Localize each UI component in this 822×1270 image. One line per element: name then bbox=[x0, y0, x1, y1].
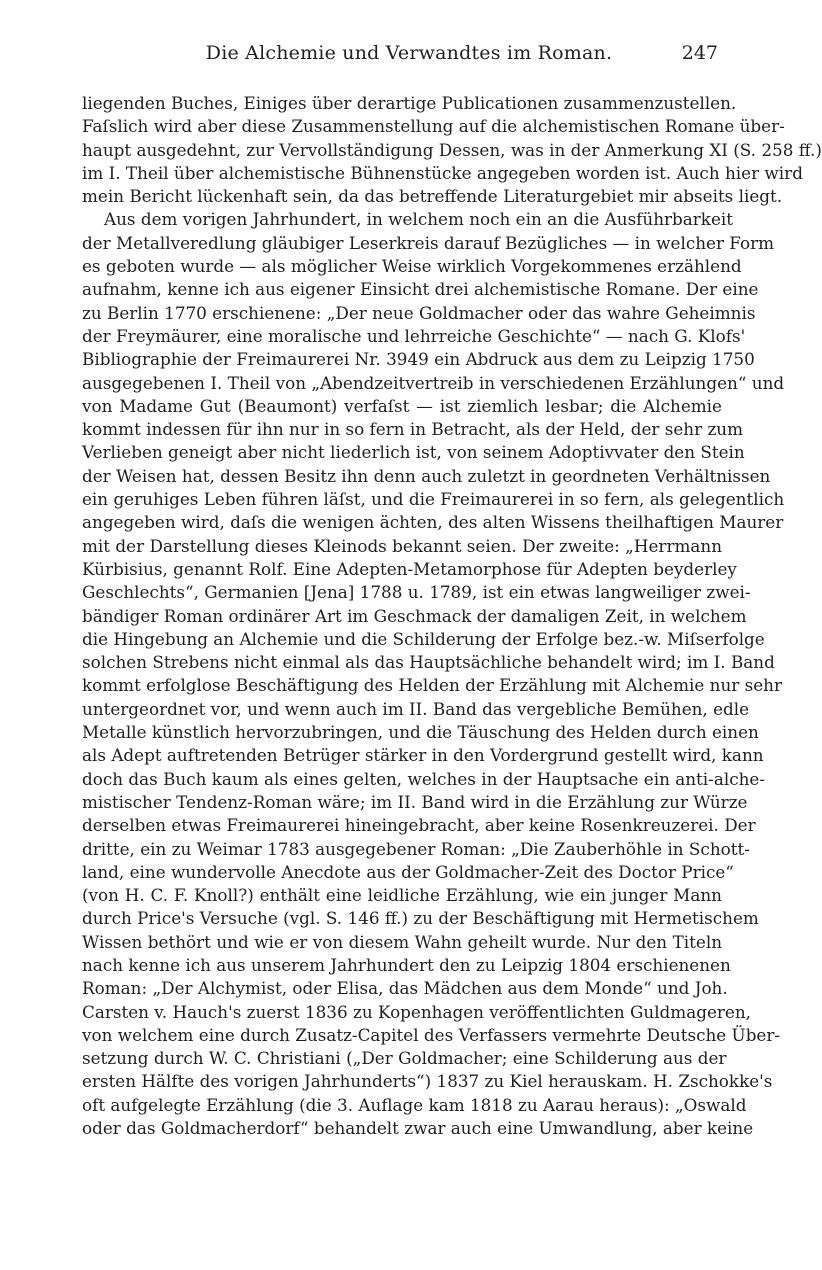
body-text bbox=[82, 92, 822, 1140]
text-line: Metalle künstlich hervorzubringen, und die Täuschung des Helden durch einen bbox=[82, 722, 759, 743]
text-line: doch das Buch kaum als eines gelten, welches in der Hauptsache ein anti-alche- bbox=[82, 768, 766, 789]
text-line: kommt indessen für ihn nur in so fern in Betracht, als der Held, der sehr zum bbox=[82, 419, 743, 440]
text-line: nach kenne ich aus unserem Jahrhundert den zu Leipzig 1804 erschienenen bbox=[82, 954, 731, 975]
text-line: es geboten wurde — als möglicher Weise wirklich Vorgekommenes erzählend bbox=[82, 256, 742, 277]
text-line: durch Price's Versuche (vgl. S. 146 ff.) zu der Beschäftigung mit Hermetischem bbox=[82, 908, 759, 929]
text-line: oft aufgelegte Erzählung (die 3. Auflage kam 1818 zu Aarau heraus): „Oswald bbox=[82, 1094, 747, 1115]
text-line: als Adept auftretenden Betrüger stärker in den Vordergrund gestellt wird, kann bbox=[82, 745, 764, 766]
text-line: liegenden Buches, Einiges über derartige Publicationen zusammenzustellen. bbox=[82, 93, 737, 113]
text-line: Geschlechts“, Germanien [Jena] 1788 u. 1789, ist ein etwas langweiliger zwei- bbox=[82, 582, 751, 603]
text-line: zu Berlin 1770 erschienene: „Der neue Goldmacher oder das wahre Geheimnis bbox=[82, 302, 756, 323]
text-line: mit der Darstellung dieses Kleinods bekannt seien. Der zweite: „Herrmann bbox=[82, 535, 722, 556]
text-line: Kürbisius, genannt Rolf. Eine Adepten-Metamorphose für Adepten beyderley bbox=[82, 558, 737, 579]
text-line: Verlieben geneigt aber nicht liederlich ist, von seinem Adoptivvater den Stein bbox=[82, 442, 745, 463]
text-line: ausgegebenen I. Theil von „Abendzeitvertreib in verschiedenen Erzählungen“ und bbox=[82, 372, 785, 393]
text-line: untergeordnet vor, und wenn auch im II. Band das vergebliche Bemühen, edle bbox=[82, 698, 750, 719]
text-line: derselben etwas Freimaurerei hineingebracht, aber keine Rosenkreuzerei. Der bbox=[82, 815, 756, 836]
text-line: mein Bericht lückenhaft sein, da das betreffende Literaturgebiet mir abseits liegt. bbox=[82, 186, 783, 207]
page-header bbox=[100, 42, 718, 72]
text-line: Wissen bethört und wie er von diesem Wahn geheilt wurde. Nur den Titeln bbox=[82, 931, 722, 952]
text-line: land, eine wundervolle Anecdote aus der Goldmacher-Zeit des Doctor Price“ bbox=[82, 861, 734, 882]
text-line: oder das Goldmacherdorf“ behandelt zwar auch eine Umwandlung, aber keine bbox=[82, 1118, 754, 1139]
text-line: angegeben wird, daſs die wenigen ächten, des alten Wissens theilhaftigen Maurer bbox=[82, 512, 784, 533]
text-line: dritte, ein zu Weimar 1783 ausgegebener Roman: „Die Zauberhöhle in Schott- bbox=[82, 838, 750, 859]
text-line: Carsten v. Hauch's zuerst 1836 zu Kopenhagen veröffentlichten Guldmageren, bbox=[82, 1001, 751, 1022]
text-line: der Freymäurer, eine moralische und lehrreiche Geschichte“ — nach G. Klofs' bbox=[82, 325, 746, 346]
text-line: von welchem eine durch Zusatz-Capitel des Verfassers vermehrte Deutsche Über- bbox=[82, 1024, 781, 1045]
text-line: Roman: „Der Alchymist, oder Elisa, das Mädchen aus dem Monde“ und Joh. bbox=[82, 978, 728, 999]
text-line: die Hingebung an Alchemie und die Schilderung der Erfolge bez.-w. Miſserfolge bbox=[82, 628, 765, 649]
text-line: haupt ausgedehnt, zur Vervollständigung Dessen, was in der Anmerkung XI (S. 258 ff.) bbox=[82, 139, 822, 160]
text-line: Faſslich wird aber diese Zusammenstellung auf die alchemistischen Romane über- bbox=[82, 116, 785, 137]
text-line: Bibliographie der Freimaurerei Nr. 3949 ein Abdruck aus dem zu Leipzig 1750 bbox=[82, 349, 755, 370]
running-head: Die Alchemie und Verwandtes im Roman. bbox=[205, 42, 613, 64]
text-line: bändiger Roman ordinärer Art im Geschmack der damaligen Zeit, in welchem bbox=[82, 605, 747, 626]
text-line: Aus dem vorigen Jahrhundert, in welchem noch ein an die Ausführbarkeit bbox=[104, 209, 734, 230]
text-line: kommt erfolglose Beschäftigung des Helden der Erzählung mit Alchemie nur sehr bbox=[82, 675, 782, 696]
text-line: solchen Strebens nicht einmal als das Hauptsächliche behandelt wird; im I. Band bbox=[82, 652, 775, 673]
text-line: der Weisen hat, dessen Besitz ihn denn auch zuletzt in geordneten Verhältnissen bbox=[82, 465, 771, 486]
text-line: von Madame Gut (Beaumont) verfaſst — ist ziemlich lesbar; die Alchemie bbox=[82, 395, 722, 416]
text-line: ersten Hälfte des vorigen Jahrhunderts“) 1837 zu Kiel herauskam. H. Zschokke's bbox=[82, 1071, 773, 1092]
text-line: ein geruhiges Leben führen läſst, und die Freimaurerei in so fern, als gelegentlich bbox=[82, 489, 785, 510]
text-line: setzung durch W. C. Christiani („Der Goldmacher; eine Schilderung aus der bbox=[82, 1048, 727, 1069]
text-line: der Metallveredlung gläubiger Leserkreis darauf Bezügliches — in welcher Form bbox=[82, 232, 775, 253]
page-number: 247 bbox=[681, 42, 718, 64]
text-line: (von H. C. F. Knoll?) enthält eine leidliche Erzählung, wie ein junger Mann bbox=[82, 885, 722, 906]
text-line: mistischer Tendenz-Roman wäre; im II. Band wird in die Erzählung zur Würze bbox=[82, 791, 748, 812]
text-line: aufnahm, kenne ich aus eigener Einsicht drei alchemistische Romane. Der eine bbox=[82, 279, 759, 300]
text-line: im I. Theil über alchemistische Bühnenstücke angegeben worden ist. Auch hier wird bbox=[82, 162, 803, 183]
